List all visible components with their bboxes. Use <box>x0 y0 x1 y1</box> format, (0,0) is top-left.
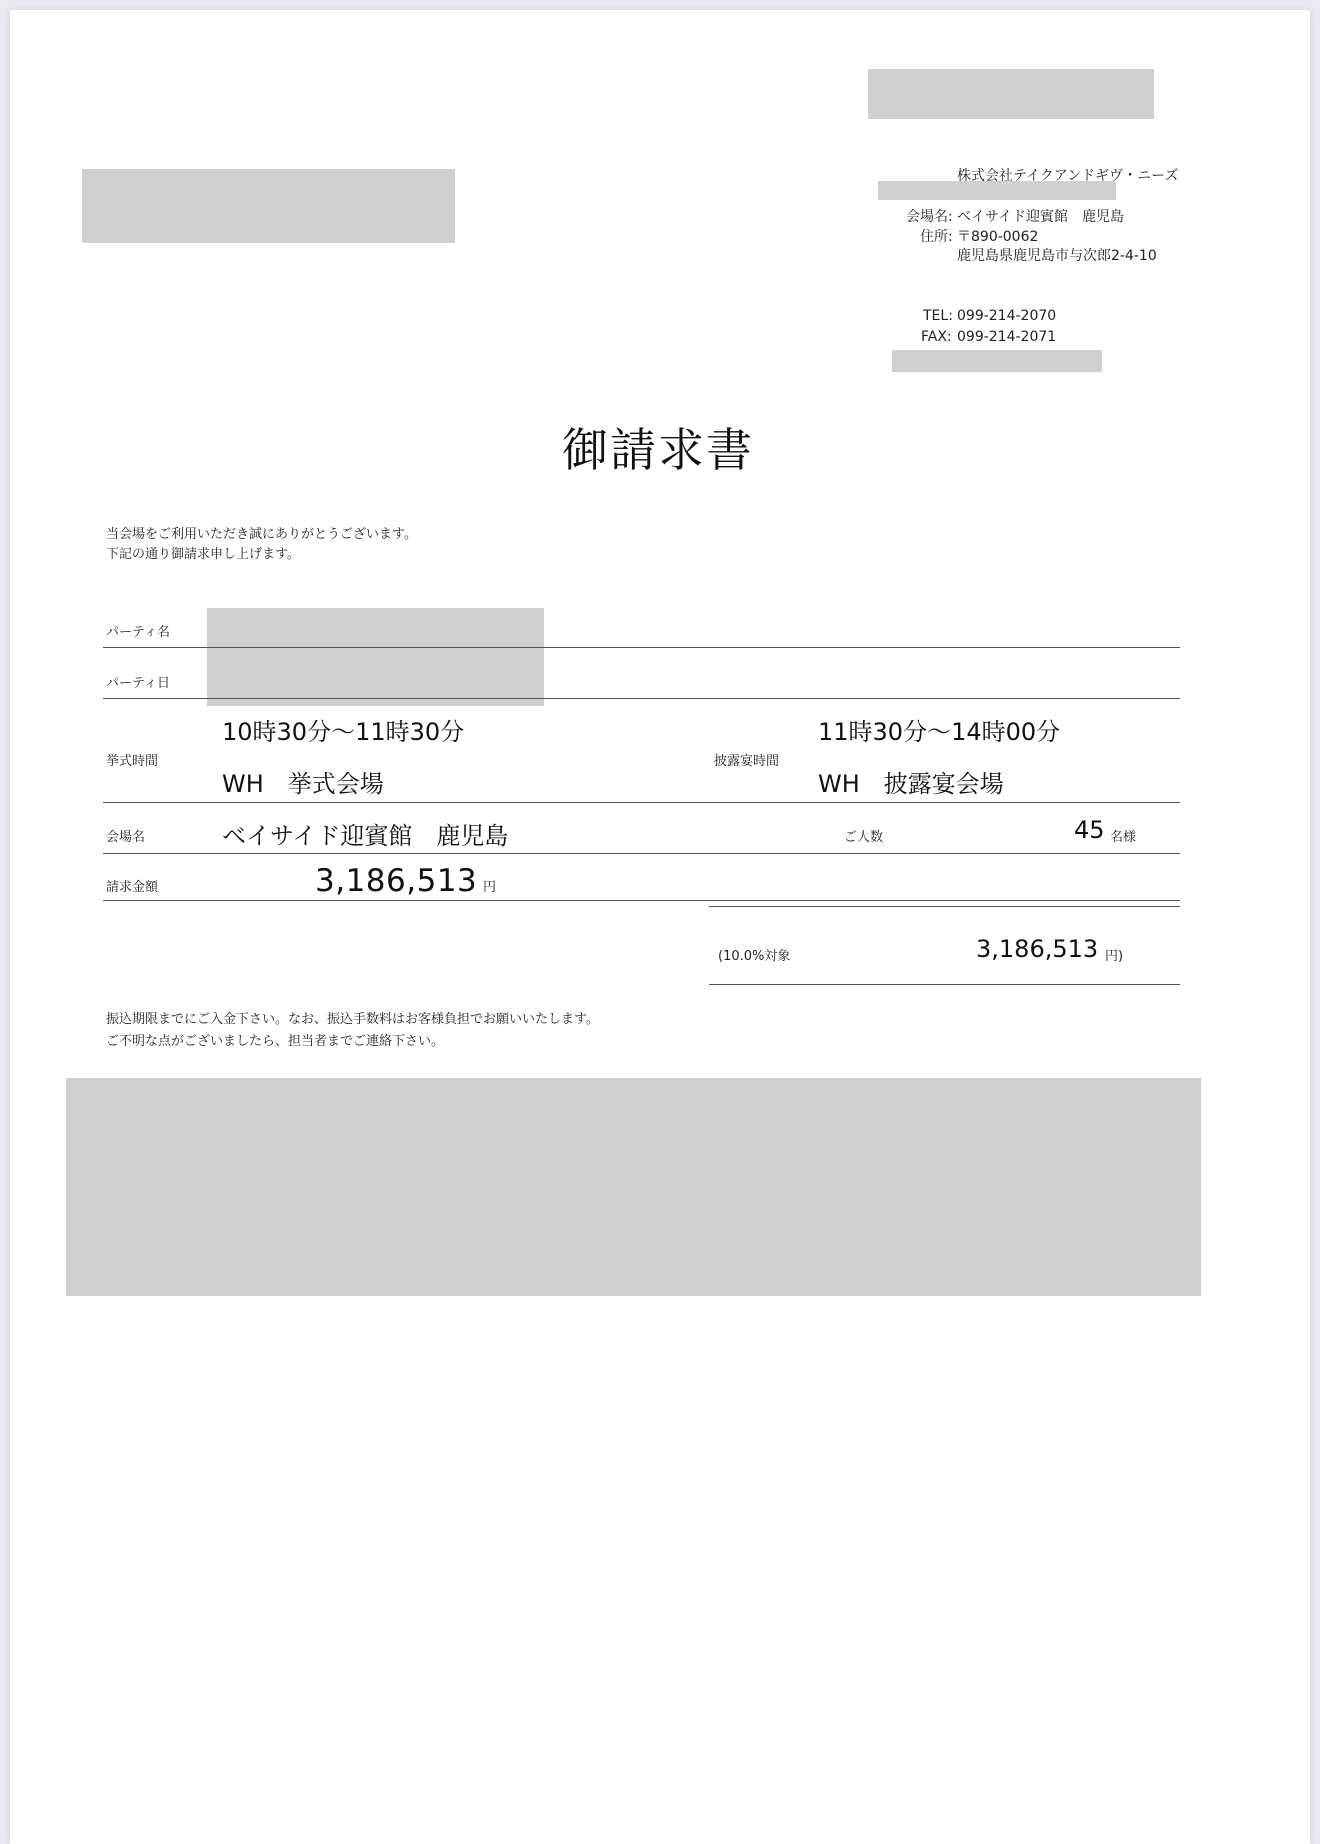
document-title: 御請求書 <box>562 423 754 477</box>
guests-count: 45 <box>1074 816 1105 844</box>
reception-time: 11時30分～14時00分 <box>818 718 1061 746</box>
invoice-page <box>10 10 1310 1844</box>
amount-label: 請求金額 <box>106 880 159 895</box>
venue-label: 会場名: <box>906 209 953 225</box>
redacted-block-party-info <box>207 608 544 706</box>
guests-unit: 名様 <box>1110 830 1137 845</box>
tax-amount: 3,186,513 <box>976 935 1099 963</box>
redacted-block-recipient <box>82 169 455 243</box>
party-date-label: パーティ日 <box>106 676 170 691</box>
tel-label: TEL: <box>923 308 953 324</box>
tax-top-line <box>709 906 1180 907</box>
row-divider <box>103 647 1180 648</box>
intro-line-2: 下記の通り御請求申し上げます。 <box>106 547 300 562</box>
tax-label: (10.0%対象 <box>718 949 791 964</box>
venue-row-label: 会場名 <box>106 830 146 845</box>
row-divider <box>103 698 1180 699</box>
fax-number: 099-214-2071 <box>957 329 1057 345</box>
amount-value: 3,186,513 <box>315 863 478 899</box>
row-divider <box>103 900 1180 901</box>
ceremony-place: WH 挙式会場 <box>222 770 384 798</box>
redacted-block-top-right <box>868 69 1154 119</box>
redacted-block-bottom <box>66 1078 1201 1296</box>
reception-place: WH 披露宴会場 <box>818 770 1004 798</box>
guests-label: ご人数 <box>844 830 884 845</box>
fax-label: FAX: <box>921 329 952 345</box>
row-divider <box>103 853 1180 854</box>
intro-line-1: 当会場をご利用いただき誠にありがとうございます。 <box>106 527 417 542</box>
note-line-1: 振込期限までにご入金下さい。なお、振込手数料はお客様負担でお願いいたします。 <box>106 1012 599 1027</box>
note-line-2: ご不明な点がございましたら、担当者までご連絡下さい。 <box>106 1034 445 1049</box>
address: 鹿児島県鹿児島市与次郎2-4-10 <box>957 248 1157 264</box>
venue-row-value: ベイサイド迎賓館 鹿児島 <box>222 822 509 850</box>
company-name: 株式会社テイクアンドギヴ・ニーズ <box>957 168 1179 184</box>
address-label: 住所: <box>920 229 953 245</box>
row-divider <box>103 802 1180 803</box>
venue-name: ベイサイド迎賓館 鹿児島 <box>957 209 1125 225</box>
redacted-block-contact <box>892 350 1102 372</box>
tax-unit: 円) <box>1105 949 1124 964</box>
tel-number: 099-214-2070 <box>957 308 1057 324</box>
party-name-label: パーティ名 <box>106 625 170 640</box>
postal-code: 〒890-0062 <box>957 229 1039 245</box>
reception-time-label: 披露宴時間 <box>714 754 780 769</box>
ceremony-time: 10時30分～11時30分 <box>222 718 465 746</box>
amount-unit: 円 <box>483 880 497 895</box>
tax-bottom-line <box>709 984 1180 985</box>
ceremony-time-label: 挙式時間 <box>106 754 159 769</box>
